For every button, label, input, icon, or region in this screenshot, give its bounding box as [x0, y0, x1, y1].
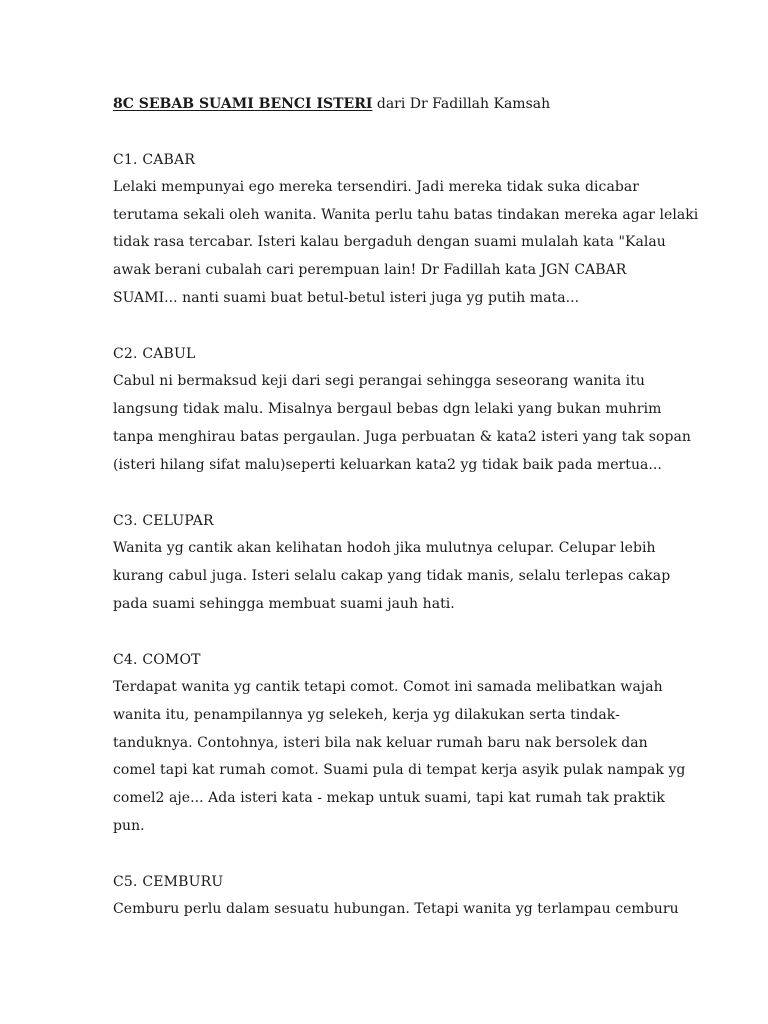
section-heading: C3. CELUPAR: [113, 513, 214, 530]
paragraph-line: langsung tidak malu. Misalnya bergaul bebas dgn lelaki yang bukan muhrim: [113, 401, 662, 418]
paragraph-line: tanduknya. Contohnya, isteri bila nak keluar rumah baru nak bersolek dan: [113, 734, 648, 751]
section-c2: [113, 340, 691, 479]
paragraph-line: kurang cabul juga. Isteri selalu cakap yang tidak manis, selalu terlepas cakap: [113, 567, 671, 584]
paragraph-line: awak berani cubalah cari perempuan lain! Dr Fadillah kata JGN CABAR: [113, 262, 627, 279]
paragraph-line: (isteri hilang sifat malu)seperti keluarkan kata2 yg tidak baik pada mertua...: [113, 456, 662, 473]
paragraph-line: Cemburu perlu dalam sesuatu hubungan. Tetapi wanita yg terlampau cemburu: [113, 901, 679, 918]
document-title-author: dari Dr Fadillah Kamsah: [372, 96, 551, 112]
paragraph-line: tanpa menghirau batas pergaulan. Juga perbuatan & kata2 isteri yang tak sopan: [113, 428, 691, 445]
document-body: [113, 90, 699, 952]
paragraph-line: Cabul ni bermaksud keji dari segi perangai sehingga seseorang wanita itu: [113, 373, 645, 390]
section-c4: [113, 646, 686, 840]
section-heading: C5. CEMBURU: [113, 874, 224, 891]
section-c1: [113, 146, 699, 312]
section-c3: [113, 507, 671, 618]
section-heading: C4. COMOT: [113, 652, 201, 669]
paragraph-line: Lelaki mempunyai ego mereka tersendiri. Jadi mereka tidak suka dicabar: [113, 179, 639, 195]
paragraph-line: Terdapat wanita yg cantik tetapi comot. Comot ini samada melibatkan wajah: [113, 679, 663, 696]
document-title: [113, 90, 653, 118]
paragraph-line: pada suami sehingga membuat suami jauh hati.: [113, 595, 455, 612]
paragraph-line: SUAMI... nanti suami buat betul-betul isteri juga yg putih mata...: [113, 289, 580, 306]
paragraph-line: terutama sekali oleh wanita. Wanita perlu tahu batas tindakan mereka agar lelaki: [113, 206, 699, 223]
section-heading: C2. CABUL: [113, 346, 196, 363]
section-heading: C1. CABAR: [113, 152, 196, 168]
paragraph-line: comel tapi kat rumah comot. Suami pula di tempat kerja asyik pulak nampak yg: [113, 762, 686, 779]
paragraph-line: pun.: [113, 817, 145, 834]
paragraph-line: wanita itu, penampilannya yg selekeh, kerja yg dilakukan serta tindak-: [113, 706, 620, 723]
document-title-main: 8C SEBAB SUAMI BENCI ISTERI: [113, 96, 373, 112]
paragraph-line: tidak rasa tercabar. Isteri kalau bergaduh dengan suami mulalah kata "Kalau: [113, 234, 666, 251]
paragraph-line: Wanita yg cantik akan kelihatan hodoh jika mulutnya celupar. Celupar lebih: [113, 540, 656, 557]
paragraph-line: comel2 aje... Ada isteri kata - mekap untuk suami, tapi kat rumah tak praktik: [113, 790, 665, 806]
section-c5: [113, 868, 679, 924]
